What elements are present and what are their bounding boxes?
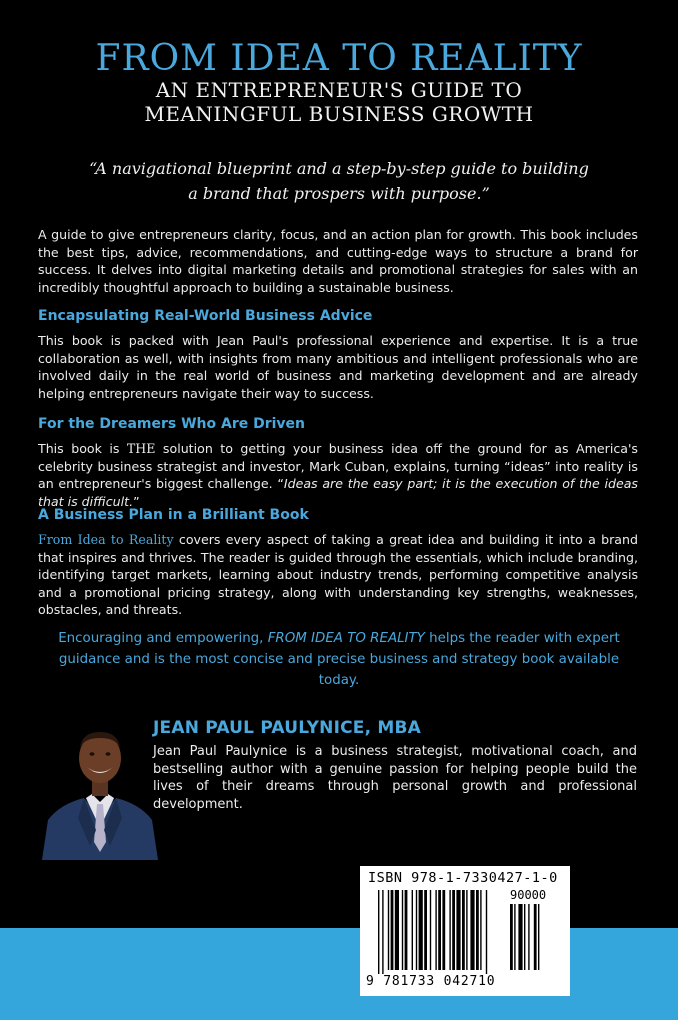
addon-bar [534,904,537,970]
price-addon-code: 90000 [510,888,547,902]
barcode-bar [378,890,379,974]
business-plan-text: covers every aspect of taking a great idea and building it into a brand that inspires and thrives. The reader is guided through the essentials, which include branding, identifying target markets, learning about industry trends, performing competitive analysis and a promotional pricing strategy, along with understanding key strengths, weaknesses, obstacles, and threats. [38,532,638,618]
barcode-box [360,866,570,996]
closing-end: helps the reader with expert guidance and is the most concise and precise business and strategy book available today. [58,631,620,688]
barcode-bar [424,890,427,970]
subtitle-line-1: AN ENTREPRENEUR'S GUIDE TO [155,78,523,102]
dreamers-text-start: This book is [38,441,127,456]
barcode-bar [476,890,479,970]
barcode-bar [456,890,460,970]
barcode-bar [419,890,423,970]
business-plan-lead: From Idea to Reality [38,532,174,547]
quote-line-2: a brand that prospers with purpose.” [188,184,490,203]
barcode-bar [405,890,408,970]
barcode-bar [466,890,467,970]
section-body-business-plan [38,531,638,619]
barcode-bar [470,890,474,970]
closing-statement [38,628,640,691]
addon-bar [524,904,525,970]
page-title: FROM IDEA TO REALITY [95,38,583,79]
barcode-bar [416,890,417,970]
barcode-bar [430,890,431,970]
dreamers-text-italic: Ideas are the easy part; it is the execution of the ideas that is difficult. [38,476,638,509]
barcode-bar [480,890,481,970]
addon-bar [528,904,529,970]
section-body-advice: This book is packed with Jean Paul's professional experience and expertise. It is a true collaboration as well, with insights from many ambitious and intelligent professionals who are involved daily in the real world of business and marketing development and are already helping entrepreneurs navigate their way to success. [38,333,638,401]
bottom-color-band [0,928,678,1020]
isbn-label: ISBN 978-1-7330427-1-0 [368,870,558,886]
page-subtitle [0,78,678,126]
barcode-bar [435,890,436,970]
barcode-bar [452,890,455,970]
author-photo [38,718,162,860]
subtitle-line-2: MEANINGFUL BUSINESS GROWTH [144,102,534,126]
section-heading-advice: Encapsulating Real-World Business Advice [38,308,373,324]
intro-paragraph: A guide to give entrepreneurs clarity, focus, and an action plan for growth. This book includes the best tips, advice, recommendations, and cutting-edge ways to structure a brand for success. It delves into digital marketing details and promotional strategies for sales with an incredibly thoughtful approach to building a sustainable business. [38,227,638,295]
barcode-number: 9 781733 042710 [366,974,496,989]
barcode-bar [388,890,389,970]
barcode-bar [486,890,487,974]
dreamers-text-end: ” [133,493,140,509]
quote-line-1: “A navigational blueprint and a step-by-step guide to building [89,159,589,178]
section-body-dreamers [38,440,638,510]
addon-bar [514,904,515,970]
closing-italic: FROM IDEA TO REALITY [267,631,425,646]
dreamers-text-mid: solution to getting your business idea off the ground for as America's celebrity business strategist and investor, Mark Cuban, explains, turning “ideas” into reality is an entrepreneur's biggest challenge. “ [38,441,638,492]
section-heading-dreamers: For the Dreamers Who Are Driven [38,416,306,432]
barcode-bar [391,890,394,970]
barcode-bar [395,890,399,970]
barcode-bar [412,890,413,970]
barcode-bar [382,890,383,974]
author-bio: Jean Paul Paulynice is a business strategist, motivational coach, and bestselling author with a genuine passion for helping people build the lives of their dreams through personal growth and professional development. [153,744,637,812]
addon-bar [538,904,539,970]
section-heading-business-plan: A Business Plan in a Brilliant Book [38,507,309,523]
addon-bar [510,904,513,970]
author-name: JEAN PAUL PAULYNICE, MBA [153,718,422,738]
pull-quote [60,156,618,206]
barcode-bar [449,890,450,970]
barcode-bar [462,890,465,970]
barcode-bar [438,890,441,970]
addon-bar [518,904,522,970]
barcode-bar [442,890,445,970]
dreamers-text-the: THE [126,441,156,456]
barcode-bar [402,890,403,970]
closing-start: Encouraging and empowering, [58,631,268,646]
